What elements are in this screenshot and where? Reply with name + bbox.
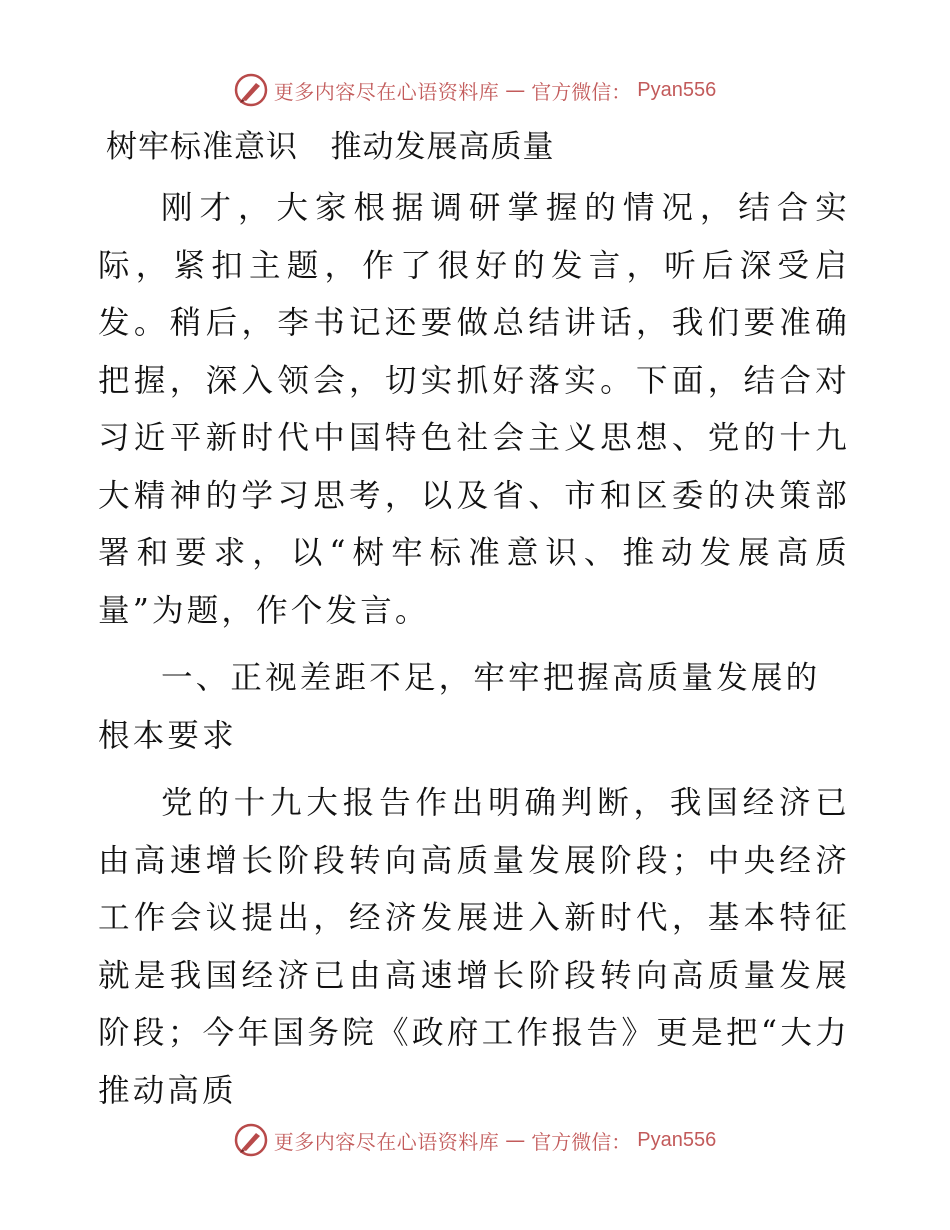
banner-separator: — <box>505 78 526 102</box>
footer-watermark-banner <box>0 1120 950 1160</box>
pen-logo-icon <box>234 1123 268 1157</box>
paragraph-intro: 刚才，大家根据调研掌握的情况，结合实际，紧扣主题，作了很好的发言，听后深受启发。稍后，李书记还要做总结讲话，我们要准确把握，深入领会，切实抓好落实。下面，结合对习近平新时代中国特色社会主义思想、党的十九大精神的学习思考，以及省、市和区委的决策部署和要求，以“树牢标准意识、推动发展高质量”为题，作个发言。 <box>98 190 850 629</box>
section-heading-1: 一、正视差距不足，牢牢把握高质量发展的根本要求 <box>98 660 821 754</box>
pen-logo-icon <box>234 73 268 107</box>
banner-wechat-id: Pyan556 <box>637 1128 717 1151</box>
banner-wechat-label: 官方微信： <box>531 79 632 104</box>
banner-text: 更多内容尽在心语资料库 <box>273 79 500 104</box>
document-title: 树牢标准意识 推动发展高质量 <box>106 129 555 165</box>
banner-wechat-label: 官方微信： <box>531 1129 632 1154</box>
paragraph-section-1: 党的十九大报告作出明确判断，我国经济已由高速增长阶段转向高质量发展阶段；中央经济工作会议提出，经济发展进入新时代，基本特征就是我国经济已由高速增长阶段转向高质量发展阶段；今年国务院《政府工作报告》更是把“大力推动高质 <box>98 785 850 1109</box>
banner-text: 更多内容尽在心语资料库 <box>273 1129 500 1154</box>
document-body <box>98 122 850 1130</box>
banner-wechat-id: Pyan556 <box>637 78 717 101</box>
header-watermark-banner <box>0 70 950 110</box>
banner-separator: — <box>505 1128 526 1152</box>
